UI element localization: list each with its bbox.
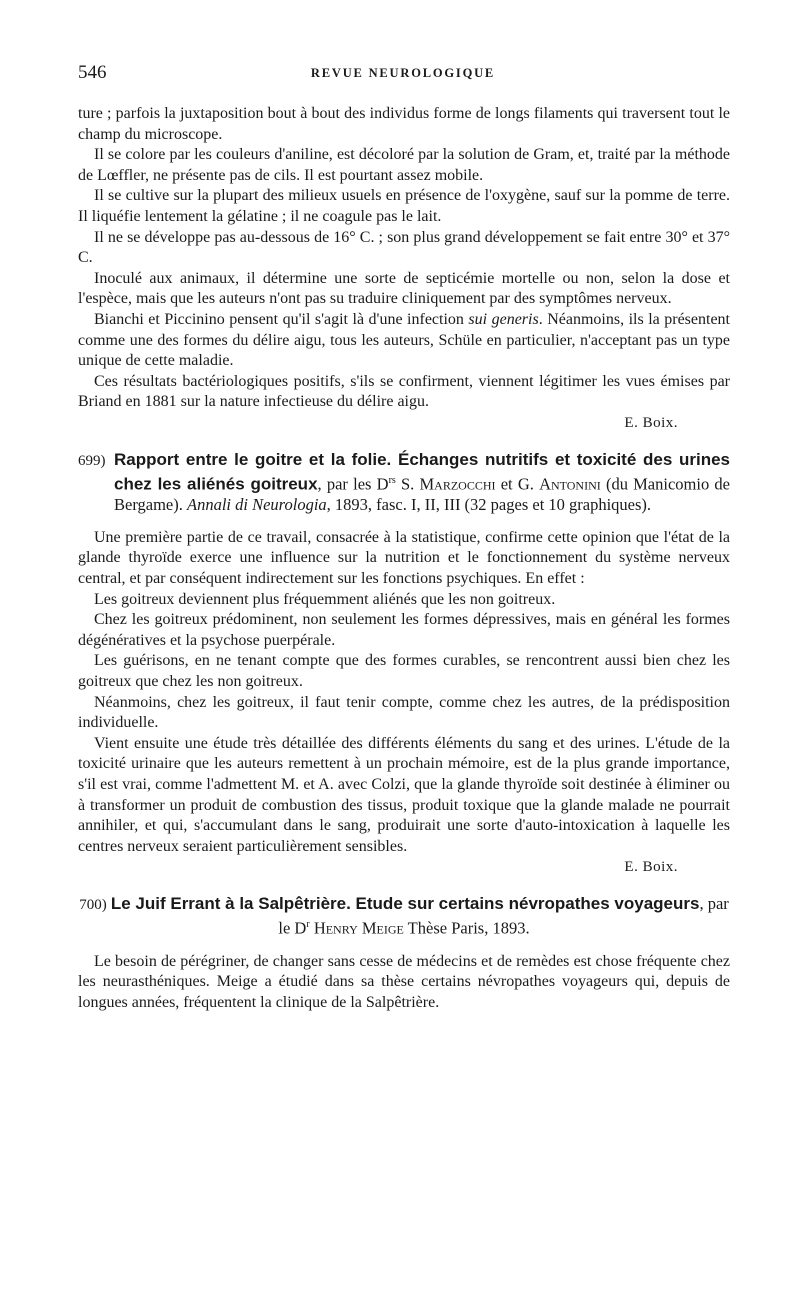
entry-number: 699) [78,452,106,469]
text-span: (du Manicomio de Bergame). [114,474,730,515]
page-number: 546 [78,62,107,83]
spacer [78,878,730,894]
italic-term: sui generis [468,310,539,328]
paragraph [78,310,730,372]
signature: E. Boix. [624,414,678,431]
superscript: r [306,919,310,931]
spacer [78,516,730,528]
entry-title: Rapport entre le goitre et la folie. Échanges nutritifs et toxicité des urines chez les aliénés goitreux [114,449,730,494]
paragraph: Il se colore par les couleurs d'aniline, est décoloré par la solution de Gram, et, traité par la méthode de Lœffler, ne présente pas de cils. Il est pourtant assez mobile. [78,146,730,184]
paragraph: Les guérisons, en ne tenant compte que des formes curables, se rencontrent aussi bien chez les goitreux que chez les non goitreux. [78,652,730,690]
journal-title: REVUE NEUROLOGIQUE [310,66,496,80]
text-span: . Néanmoins, ils la présentent comme une des formes du délire aigu, tous les auteurs, Schüle en particulier, n'acceptant pas un type unique de cette maladie. [78,310,730,370]
paragraph: Inoculé aux animaux, il détermine une sorte de septicémie mortelle ou non, selon la dose et l'espèce, mais que les auteurs n'ont pas su traduire cliniquement par des symptômes nerveux. [78,269,730,308]
page-header [78,62,728,88]
entry-heading-699 [78,450,730,516]
entry-number: 700) [79,896,107,913]
paragraph: Les goitreux deviennent plus fréquemment aliénés que les non goitreux. [94,590,556,608]
text-span: Bianchi et Piccinino pensent qu'il s'agit là d'une infection [94,310,469,328]
spacer [78,940,730,952]
paragraph: Une première partie de ce travail, consacrée à la statistique, confirme cette opinion que l'état de la glande thyroïde exerce une influence sur la nutrition et le fonctionnement du système nerveux central, et par conséquent indirectement sur les fonctions psychiques. En effet : [78,528,730,587]
paragraph: Chez les goitreux prédominent, non seulement les formes dépressives, mais en général les formes dégénératives et la psychose puerpérale. [78,611,730,649]
paragraph: Néanmoins, chez les goitreux, il faut tenir compte, comme chez les autres, de la prédisposition individuelle. [78,693,730,732]
paragraph: Il se cultive sur la plupart des milieux usuels en présence de l'oxygène, sauf sur la pomme de terre. Il liquéfie lentement la gélatine ; il ne coagule pas le lait. [78,187,730,225]
entry-title: Le Juif Errant à la Salpêtrière. Etude sur certains névropathes voyageurs [110,893,700,913]
author-name: Marzocchi [419,474,496,494]
signature: E. Boix. [624,859,678,876]
text-span: , 1893, fasc. I, II, III (32 pages et 10 graphiques). [326,495,652,515]
entry-heading-700 [78,894,730,940]
paragraph: Vient ensuite une étude très détaillée des différents éléments du sang et des urines. L'étude de la toxicité urinaire que les auteurs remettent à un prochain mémoire, est de la plus grande importance, s'il est vrai, comme l'admettent M. et A. avec Colzi, que la glande thyroïde soit destinée à éliminer ou à transformer un produit de combustion des tissus, produit toxique que la glande malade ne pourrait annihiler, et qui, s'accumulant dans le sang, produirait une sorte d'auto-intoxication à laquelle les centres nerveux seraient particulièrement sensibles. [78,734,730,855]
paragraph: Le besoin de pérégriner, de changer sans cesse de médecins et de remèdes est chose fréquente chez les neurasthéniques. Meige a étudié dans sa thèse certains névropathes voyageurs qui, depuis de longues années, fréquentent la clinique de la Salpêtrière. [78,952,730,1011]
page-body [78,104,730,1013]
superscript: rs [388,475,396,487]
paragraph: Il ne se développe pas au-dessous de 16° C. ; son plus grand développement se fait entre 30° et 37° C. [78,228,730,267]
paragraph: Ces résultats bactériologiques positifs, s'ils se confirment, viennent légitimer les vues émises par Briand en 1881 sur la nature infectieuse du délire aigu. [78,372,730,411]
journal-name: Annali di Neurologia [187,495,327,515]
text-span: , par les D [317,474,389,494]
paragraph: ture ; parfois la juxtaposition bout à bout des individus forme de longs filaments qui traversent tout le champ du microscope. [78,105,730,143]
text-span: Thèse Paris, 1893. [403,918,530,938]
spacer [78,434,730,450]
text-span: , par le D [278,893,729,938]
author-name: Henry Meige [309,918,404,938]
author-name: Antonini [539,474,601,494]
text-span: et G. [495,474,540,494]
text-span: S. [395,474,420,494]
